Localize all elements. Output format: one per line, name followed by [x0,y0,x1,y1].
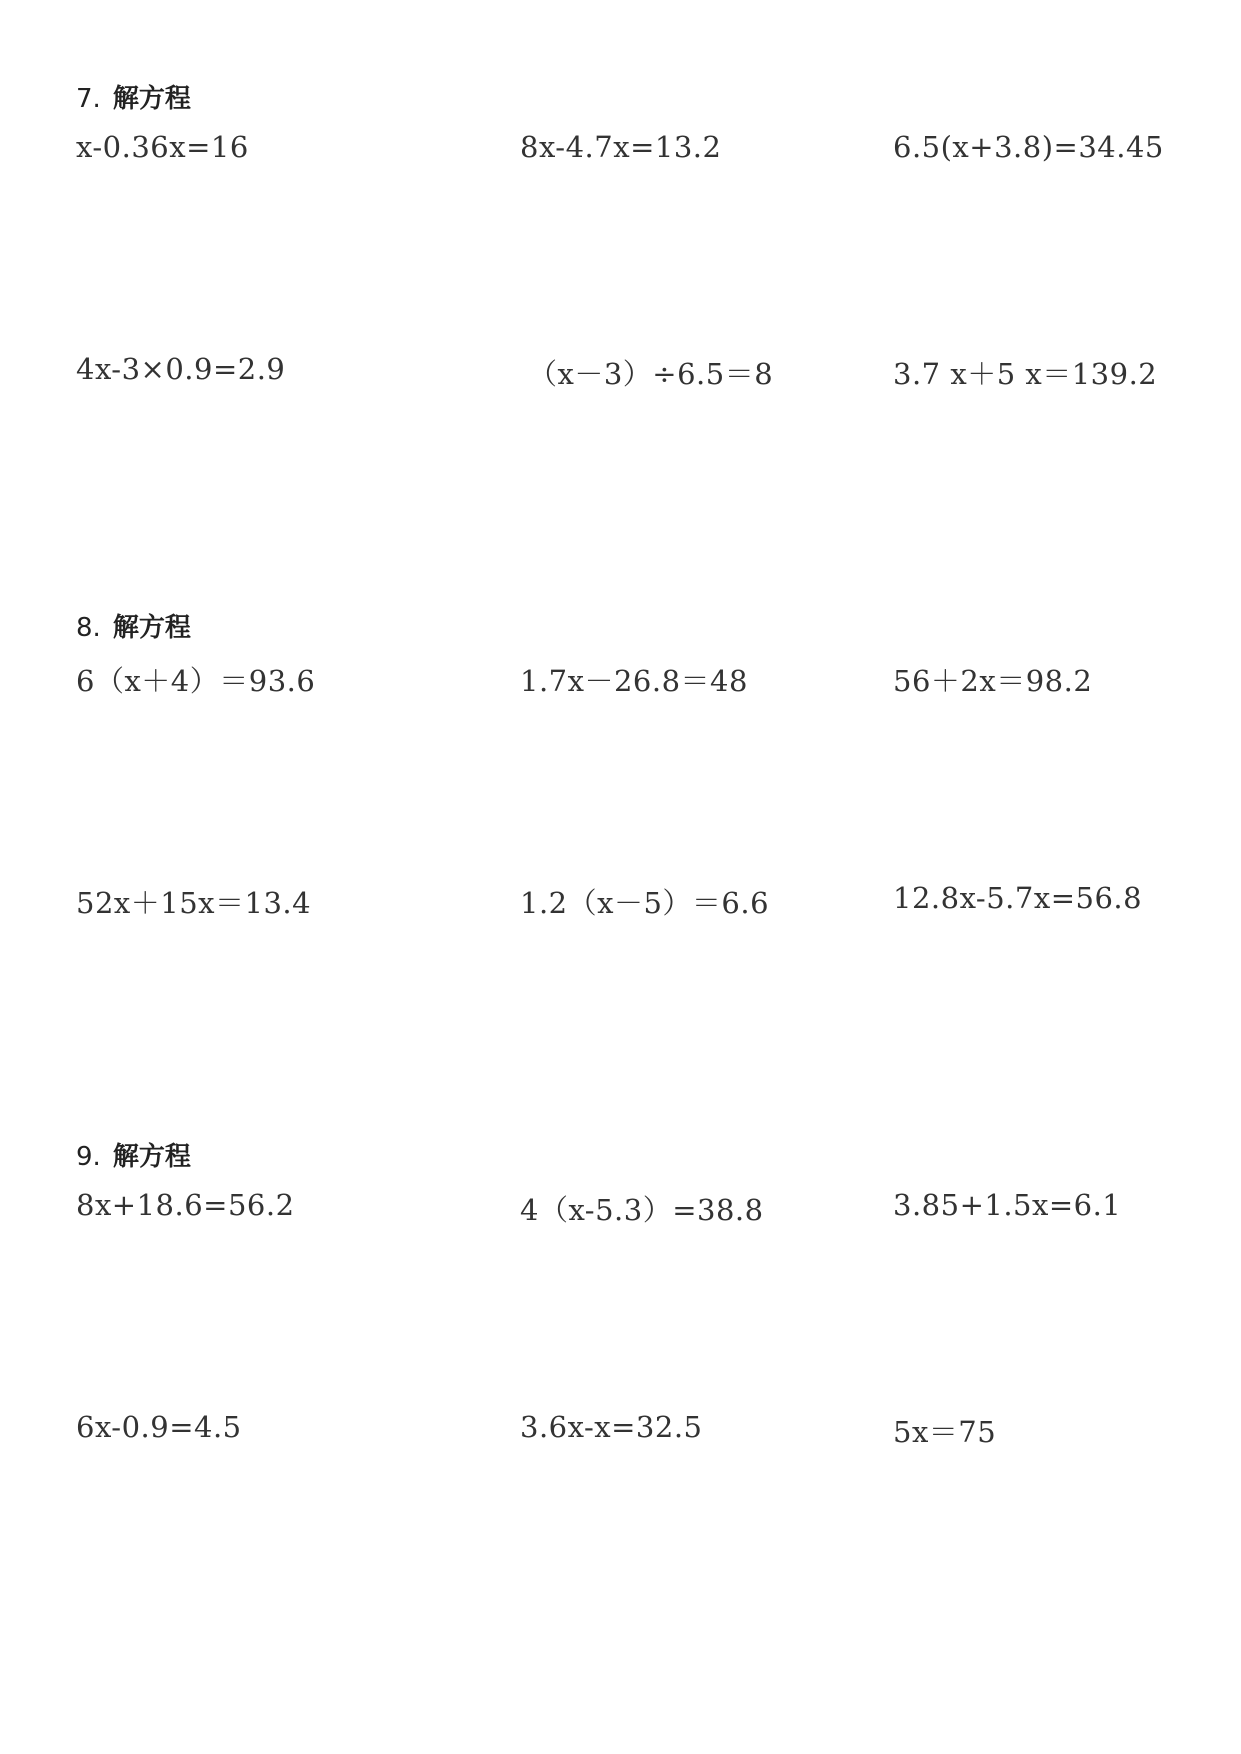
equation: 1.7x－26.8＝48 [520,664,748,698]
section-title [76,78,191,115]
equation: 3.85+1.5x=6.1 [893,1188,1122,1222]
equation: 3.6x-x=32.5 [520,1410,703,1444]
section-heading: 解方程 [112,1142,191,1172]
equation: 5x＝75 [893,1415,997,1449]
equation: 6（x＋4）＝93.6 [76,664,316,698]
equation: 12.8x-5.7x=56.8 [893,881,1143,915]
section-number: 8. [76,613,101,643]
equation: 3.7 x＋5 x＝139.2 [893,357,1158,391]
equation: 56＋2x＝98.2 [893,664,1093,698]
equation: 4（x-5.3）=38.8 [520,1193,764,1227]
section-heading: 解方程 [112,84,191,114]
section-number: 9. [76,1142,101,1172]
equation: 1.2（x－5）＝6.6 [520,886,770,920]
section-number: 7. [76,84,101,114]
equation: x-0.36x=16 [76,130,249,164]
equation: 52x＋15x＝13.4 [76,886,312,920]
equation: 6x-0.9=4.5 [76,1410,242,1444]
equation: 8x-4.7x=13.2 [520,130,722,164]
equation: （x－3）÷6.5＝8 [528,357,774,391]
equation: 4x-3×0.9=2.9 [76,352,286,386]
section-heading: 解方程 [112,613,191,643]
equation: 8x+18.6=56.2 [76,1188,295,1222]
section-title [76,607,191,644]
section-title [76,1136,191,1173]
equation: 6.5(x+3.8)=34.45 [893,130,1164,164]
